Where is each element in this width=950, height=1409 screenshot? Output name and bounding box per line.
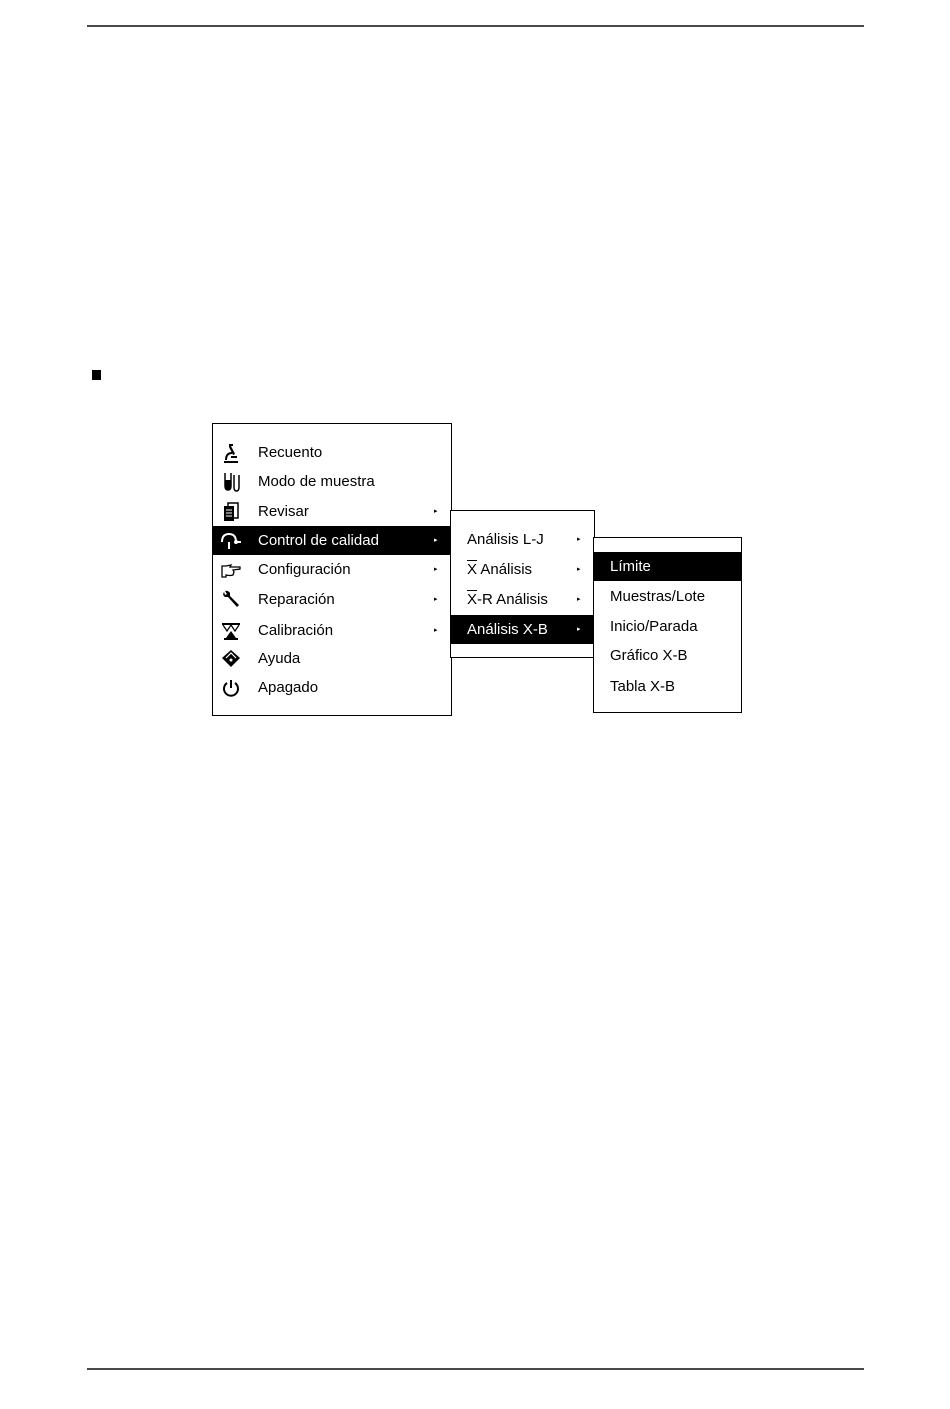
menu-item-label: Calibración: [258, 622, 334, 639]
menu-item-label: [467, 555, 532, 584]
menu-item-label: Control de calidad: [258, 532, 379, 549]
menu-item-control-de-calidad[interactable]: [213, 526, 451, 555]
header-rule: [87, 25, 864, 27]
menu-item-label: Inicio/Parada: [610, 618, 698, 635]
main-menu: [212, 423, 452, 716]
menu-item-calibracion[interactable]: [213, 616, 451, 645]
submenu-arrow-icon: ▸: [577, 566, 581, 573]
help-book-icon: [220, 648, 242, 670]
submenu-arrow-icon: ▸: [434, 627, 438, 634]
menu-item-reparacion[interactable]: [213, 585, 451, 614]
menu-item-label: Límite: [610, 558, 651, 575]
scale-icon: [220, 620, 242, 642]
wrench-icon: [220, 589, 242, 611]
menu-item-recuento[interactable]: [213, 438, 451, 467]
x-bar-symbol: $\overline{X}$: [467, 591, 478, 608]
menu-item-label: Revisar: [258, 503, 309, 520]
submenu-arrow-icon: ▸: [577, 626, 581, 633]
menu-item-label: Recuento: [258, 444, 323, 461]
menu-item-label: Reparación: [258, 591, 335, 608]
menu-item-label: Ayuda: [258, 650, 301, 667]
quality-control-icon: [220, 530, 242, 552]
submenu-arrow-icon: ▸: [434, 566, 438, 573]
menu-item-label-rest: Análisis: [477, 561, 533, 578]
menu-item-label-rest: -R Análisis: [477, 591, 548, 608]
menu-item-muestras-lote[interactable]: [594, 582, 741, 611]
menu-item-label: Tabla X-B: [610, 678, 676, 695]
microscope-icon: [220, 442, 242, 464]
menu-item-revisar[interactable]: [213, 497, 451, 526]
menu-item-inicio-parada[interactable]: [594, 612, 741, 641]
menu-item-label: Configuración: [258, 561, 351, 578]
menu-item-label: Apagado: [258, 679, 319, 696]
menu-item-label: [467, 585, 548, 614]
menu-item-analisis-lj[interactable]: [451, 525, 594, 554]
submenu-arrow-icon: ▸: [577, 596, 581, 603]
menu-item-configuracion[interactable]: [213, 555, 451, 584]
menu-item-label: Gráfico X-B: [610, 647, 688, 664]
hand-pointer-icon: [220, 559, 242, 581]
menu-item-apagado[interactable]: [213, 673, 451, 702]
bullet-marker: [92, 370, 101, 380]
menu-item-label: Análisis L-J: [467, 531, 544, 548]
menu-item-modo-de-muestra[interactable]: [213, 467, 451, 496]
menu-item-x-analisis[interactable]: [451, 555, 594, 584]
menu-item-ayuda[interactable]: [213, 644, 451, 673]
menu-item-limite[interactable]: [594, 552, 741, 581]
menu-item-label: Muestras/Lote: [610, 588, 706, 605]
menu-item-analisis-xb[interactable]: [451, 615, 594, 644]
submenu-arrow-icon: ▸: [577, 536, 581, 543]
menu-item-tabla-xb[interactable]: [594, 672, 741, 701]
menu-item-x-r-analisis[interactable]: [451, 585, 594, 614]
submenu-arrow-icon: ▸: [434, 508, 438, 515]
footer-rule: [87, 1368, 864, 1370]
quality-control-submenu: [450, 510, 595, 658]
menu-item-grafico-xb[interactable]: [594, 641, 741, 670]
submenu-arrow-icon: ▸: [434, 596, 438, 603]
test-tubes-icon: [220, 471, 242, 493]
x-bar-symbol: $\overline{X}$: [467, 561, 478, 578]
documents-icon: [220, 501, 242, 523]
submenu-arrow-icon: ▸: [434, 537, 438, 544]
xb-analysis-submenu: [593, 537, 742, 713]
power-icon: [220, 677, 242, 699]
menu-item-label: Modo de muestra: [258, 473, 375, 490]
menu-item-label: Análisis X-B: [467, 621, 548, 638]
